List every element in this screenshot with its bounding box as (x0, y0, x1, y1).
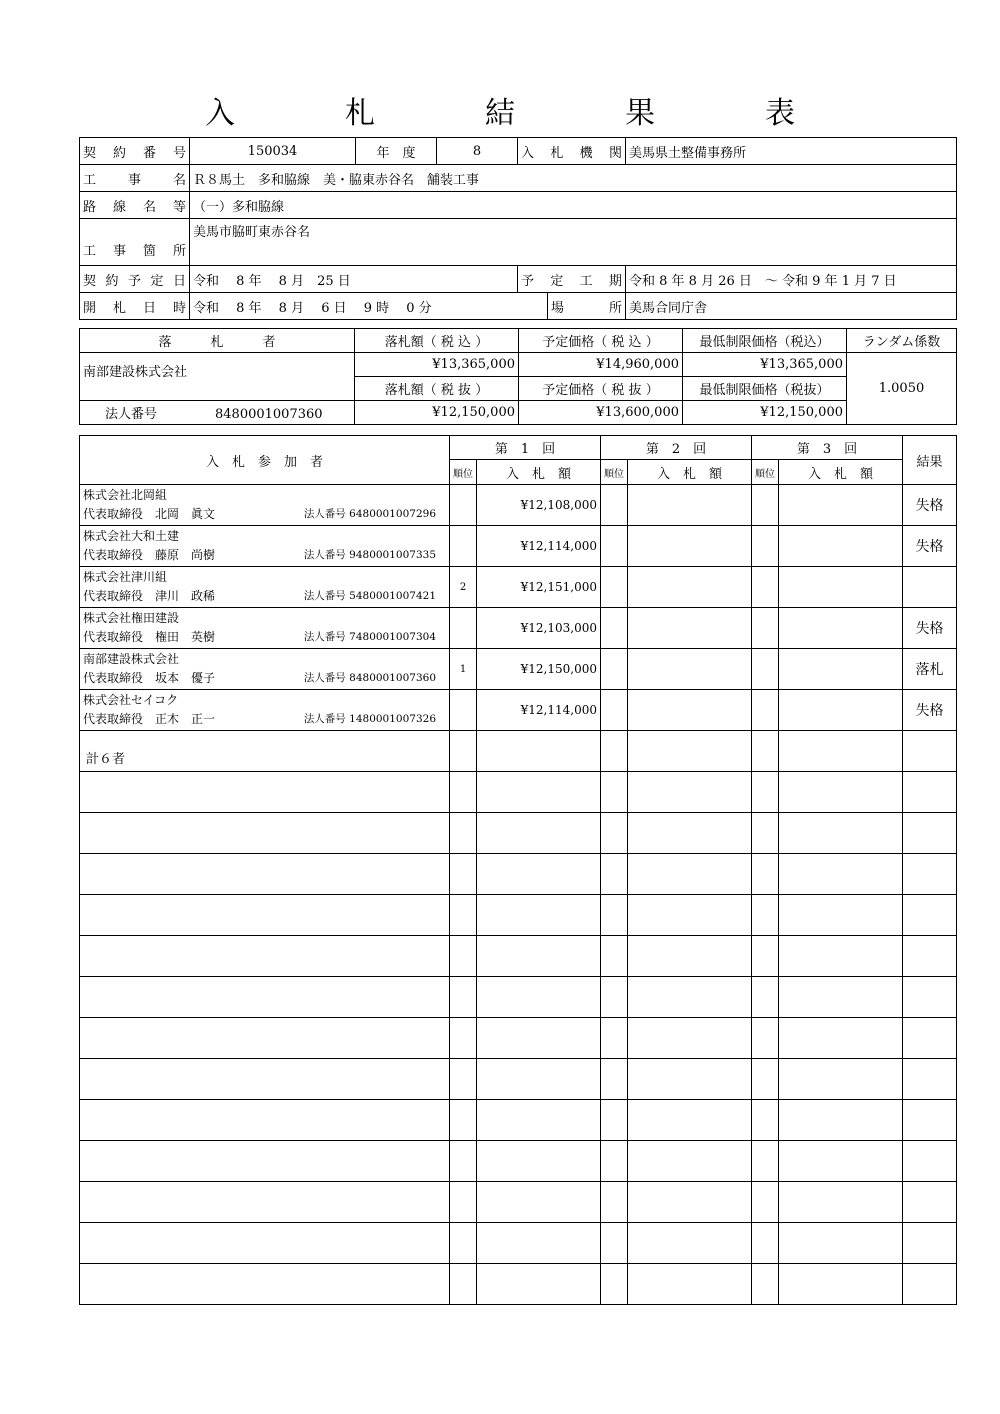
bidder-company: 株式会社権田建設 (83, 611, 180, 625)
period-value: 令和 8 年 8 月 26 日 ～ 令和 9 年 1 月 7 日 (626, 266, 957, 293)
opening-label: 開 札 日 時 (80, 293, 190, 320)
amount-label: 入 札 額 (628, 460, 752, 485)
round1-rank (450, 690, 477, 731)
contract-date-label: 契約予定日 (80, 266, 190, 293)
rank-label: 順位 (601, 460, 628, 485)
round2-rank (601, 649, 628, 690)
result-value: 落札 (903, 649, 957, 690)
round3-rank (752, 649, 779, 690)
random-label: ランダム係数 (847, 329, 957, 353)
round2-label: 第 2 回 (601, 436, 752, 460)
price-incl: ¥13,365,000 (355, 353, 519, 377)
bidder-company: 株式会社北岡組 (83, 488, 168, 502)
page-title: 入 札 結 果 表 (205, 96, 835, 131)
bidder-rep: 代表取締役 正木 正一 (83, 712, 216, 726)
participant-cell (80, 936, 450, 977)
table-row (80, 608, 957, 649)
planned-excl: ¥13,600,000 (519, 401, 683, 425)
bidder-corp-no: 法人番号 1480001007326 (303, 713, 436, 725)
year-label: 年 度 (356, 138, 437, 165)
winner-corp-no-cell (80, 401, 355, 425)
bidder-company: 株式会社セイコク (83, 693, 179, 707)
round2-amount (628, 690, 752, 731)
min-incl: ¥13,365,000 (683, 353, 847, 377)
total-row (80, 731, 957, 772)
bidder-rep: 代表取締役 北岡 眞文 (83, 507, 216, 521)
participant-cell (80, 1264, 450, 1305)
result-label: 結果 (903, 436, 957, 485)
participant-cell (80, 813, 450, 854)
blank-row (80, 936, 957, 977)
blank-row (80, 1141, 957, 1182)
price-excl-label: 落札額（ 税 抜 ） (355, 377, 519, 401)
table-row (80, 485, 957, 526)
round3-rank (752, 485, 779, 526)
result-value (903, 567, 957, 608)
round2-rank (601, 485, 628, 526)
participant-cell (80, 895, 450, 936)
blank-row (80, 1182, 957, 1223)
blank-row (80, 1018, 957, 1059)
bidder-company: 株式会社津川組 (83, 570, 168, 584)
min-excl-label: 最低制限価格（税抜） (683, 377, 847, 401)
round1-rank: 1 (450, 649, 477, 690)
winner-name: 南部建設株式会社 (80, 353, 355, 401)
route-label: 路 線 名 等 (80, 192, 190, 219)
round1-label: 第 1 回 (450, 436, 601, 460)
round2-rank (601, 567, 628, 608)
round2-amount (628, 649, 752, 690)
corp-no-label: 法人番号 (105, 407, 158, 422)
participant-cell (80, 1223, 450, 1264)
result-value: 失格 (903, 485, 957, 526)
round1-amount: ¥12,151,000 (477, 567, 601, 608)
round3-amount (779, 485, 903, 526)
year-value: 8 (437, 138, 518, 165)
rank-label: 順位 (450, 460, 477, 485)
amount-label: 入 札 額 (779, 460, 903, 485)
round1-amount: ¥12,103,000 (477, 608, 601, 649)
round3-amount (779, 526, 903, 567)
blank-row (80, 895, 957, 936)
participant-cell (80, 1059, 450, 1100)
round2-amount (628, 608, 752, 649)
round1-amount: ¥12,150,000 (477, 649, 601, 690)
rank-label: 順位 (752, 460, 779, 485)
period-label: 予 定 工 期 (518, 266, 626, 293)
contract-date: 令和 8 年 8 月 25 日 (190, 266, 518, 293)
table-row (80, 649, 957, 690)
planned-excl-label: 予定価格（ 税 抜 ） (519, 377, 683, 401)
bidder-rep: 代表取締役 津川 政稀 (83, 589, 216, 603)
site-value: 美馬市脇町東赤谷名 (190, 219, 957, 266)
round2-amount (628, 567, 752, 608)
round2-amount (628, 485, 752, 526)
bidder-corp-no: 法人番号 6480001007296 (303, 508, 436, 520)
round1-rank (450, 485, 477, 526)
result-value: 失格 (903, 526, 957, 567)
result-value: 失格 (903, 690, 957, 731)
bidder-rep: 代表取締役 権田 英樹 (83, 630, 216, 644)
participants-label: 入 札 参 加 者 (80, 436, 450, 485)
contract-no: 150034 (190, 138, 356, 165)
blank-row (80, 1223, 957, 1264)
contract-info-table (79, 137, 957, 320)
table-row (80, 526, 957, 567)
total-count: 計６者 (80, 731, 450, 772)
place-value: 美馬合同庁舎 (626, 293, 957, 320)
agency-value: 美馬県土整備事務所 (626, 138, 957, 165)
blank-row (80, 813, 957, 854)
work-label: 工 事 名 (80, 165, 190, 192)
bidder-corp-no: 法人番号 9480001007335 (303, 549, 436, 561)
bidder-company: 株式会社大和土建 (83, 529, 180, 543)
planned-incl: ¥14,960,000 (519, 353, 683, 377)
blank-row (80, 1100, 957, 1141)
bidder-cell (80, 608, 450, 649)
price-incl-label: 落札額（ 税 込 ） (355, 329, 519, 353)
blank-row (80, 977, 957, 1018)
round1-amount: ¥12,114,000 (477, 526, 601, 567)
round3-amount (779, 649, 903, 690)
min-incl-label: 最低制限価格（税込） (683, 329, 847, 353)
bidder-cell (80, 526, 450, 567)
round3-amount (779, 608, 903, 649)
bids-table (79, 435, 957, 1305)
round1-rank: 2 (450, 567, 477, 608)
contract-no-label: 契 約 番 号 (80, 138, 190, 165)
round3-rank (752, 567, 779, 608)
bidder-corp-no: 法人番号 7480001007304 (303, 631, 436, 643)
award-table (79, 328, 957, 425)
round1-rank (450, 526, 477, 567)
blank-row (80, 1059, 957, 1100)
round1-rank (450, 608, 477, 649)
round1-amount: ¥12,108,000 (477, 485, 601, 526)
bidder-rep: 代表取締役 藤原 尚樹 (83, 548, 216, 562)
blank-row (80, 1264, 957, 1305)
work-name: Ｒ８馬土 多和脇線 美・脇東赤谷名 舗装工事 (190, 165, 957, 192)
amount-label: 入 札 額 (477, 460, 601, 485)
planned-incl-label: 予定価格（ 税 込 ） (519, 329, 683, 353)
result-value: 失格 (903, 608, 957, 649)
blank-row (80, 854, 957, 895)
corp-no: 8480001007360 (215, 407, 323, 422)
table-row (80, 567, 957, 608)
bidder-cell (80, 690, 450, 731)
participant-cell (80, 1100, 450, 1141)
round2-rank (601, 526, 628, 567)
round2-rank (601, 690, 628, 731)
bidder-rep: 代表取締役 坂本 優子 (83, 671, 216, 685)
round2-rank (601, 608, 628, 649)
bidder-corp-no: 法人番号 8480001007360 (303, 672, 436, 684)
round3-rank (752, 526, 779, 567)
participant-cell (80, 854, 450, 895)
site-label: 工 事 箇 所 (80, 219, 190, 266)
table-row (80, 690, 957, 731)
round3-rank (752, 608, 779, 649)
participant-cell (80, 1141, 450, 1182)
round3-amount (779, 567, 903, 608)
participant-cell (80, 1018, 450, 1059)
participant-cell (80, 977, 450, 1018)
blank-row (80, 772, 957, 813)
participant-cell (80, 772, 450, 813)
round2-amount (628, 526, 752, 567)
min-excl: ¥12,150,000 (683, 401, 847, 425)
opening-value: 令和 8 年 8 月 6 日 9 時 0 分 (190, 293, 548, 320)
bidder-cell (80, 649, 450, 690)
participant-cell (80, 1182, 450, 1223)
bidder-company: 南部建設株式会社 (83, 652, 180, 666)
bidder-cell (80, 485, 450, 526)
bidder-cell (80, 567, 450, 608)
bidder-corp-no: 法人番号 5480001007421 (303, 590, 436, 602)
random-value: 1.0050 (847, 353, 957, 425)
price-excl: ¥12,150,000 (355, 401, 519, 425)
round3-amount (779, 690, 903, 731)
agency-label: 入 札 機 関 (518, 138, 626, 165)
round3-rank (752, 690, 779, 731)
place-label: 場 所 (548, 293, 626, 320)
winner-label: 落 札 者 (80, 329, 355, 353)
round1-amount: ¥12,114,000 (477, 690, 601, 731)
round3-label: 第 3 回 (752, 436, 903, 460)
route-name: （一）多和脇線 (190, 192, 957, 219)
